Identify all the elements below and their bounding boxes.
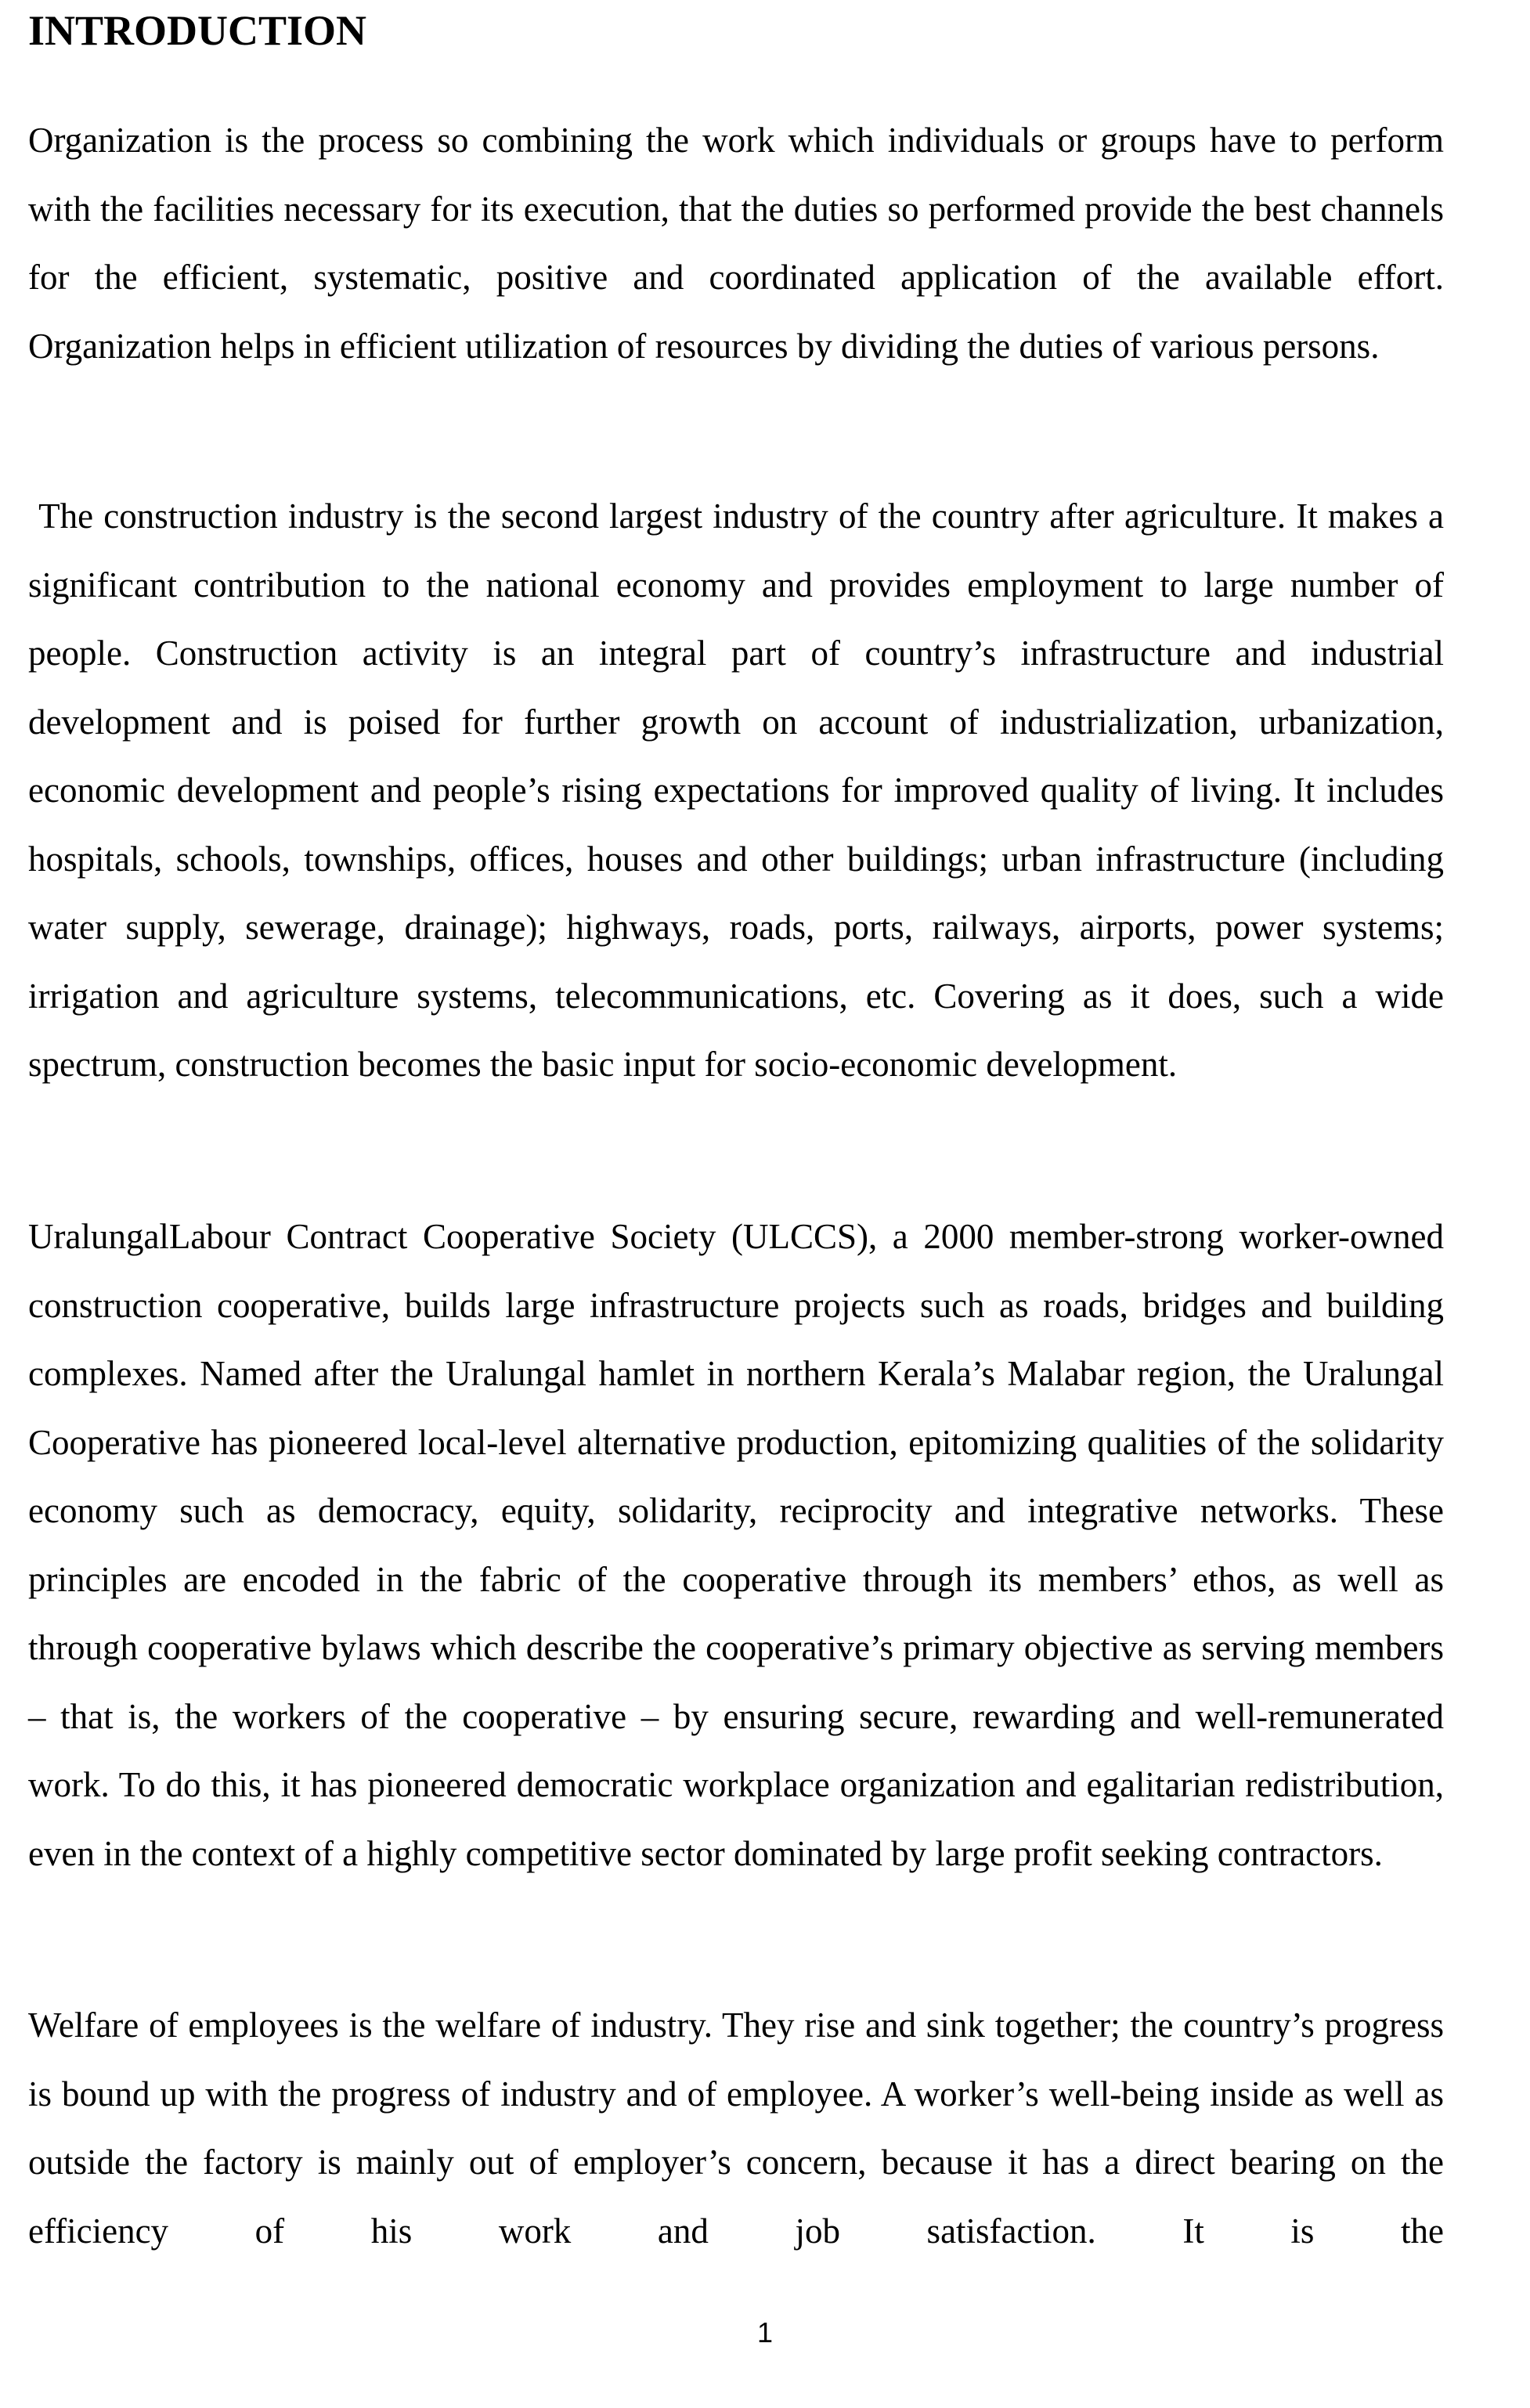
paragraph-ulccs: UralungalLabour Contract Cooperative Society (ULCCS), a 2000 member-strong worker-owned construction cooperative, builds large infrastructure projects such as roads, bridges and building complexes. Named after the Uralungal hamlet in northern Kerala’s Malabar region, the Uralungal Cooperative has pioneered local-level alternative production, epitomizing qualities of the solidarity economy such as democracy, equity, solidarity, reciprocity and integrative networks. These principles are encoded in the fabric of the cooperative through its members’ ethos, as well as through cooperative bylaws which describe the cooperative’s primary objective as serving members – that is, the workers of the cooperative – by ensuring secure, rewarding and well-remunerated work. To do this, it has pioneered democratic workplace organization and egalitarian redistribution, even in the context of a highly competitive sector dominated by large profit seeking contractors.: [28, 1217, 1444, 1873]
paragraph-construction-industry: The construction industry is the second largest industry of the country after agriculture. It makes a significant contribution to the national economy and provides employment to large number of people. Construction activity is an integral part of country’s infrastructure and industrial development and is poised for further growth on account of industrialization, urbanization, economic development and people’s rising expectations for improved quality of living. It includes hospitals, schools, townships, offices, houses and other buildings; urban infrastructure (including water supply, sewerage, drainage); highways, roads, ports, railways, airports, power systems; irrigation and agriculture systems, telecommunications, etc. Covering as it does, such a wide spectrum, construction becomes the basic input for socio-economic development.: [28, 496, 1444, 1084]
section-heading: INTRODUCTION: [28, 7, 367, 54]
paragraph-organization: Organization is the process so combining the work which individuals or groups have to perform with the facilities necessary for its execution, that the duties so performed provide the best channels for the efficient, systematic, positive and coordinated application of the available effort. Organization helps in efficient utilization of resources by dividing the duties of various persons.: [28, 121, 1444, 366]
page-number: 1: [756, 2316, 774, 2348]
paragraph-welfare: Welfare of employees is the welfare of industry. They rise and sink together; the country’s progress is bound up with the progress of industry and of employee. A worker’s well-being inside as well as outside the factory is mainly out of employer’s concern, because it has a direct bearing on the efficiency of his work and job satisfaction. It is the: [28, 2005, 1444, 2251]
